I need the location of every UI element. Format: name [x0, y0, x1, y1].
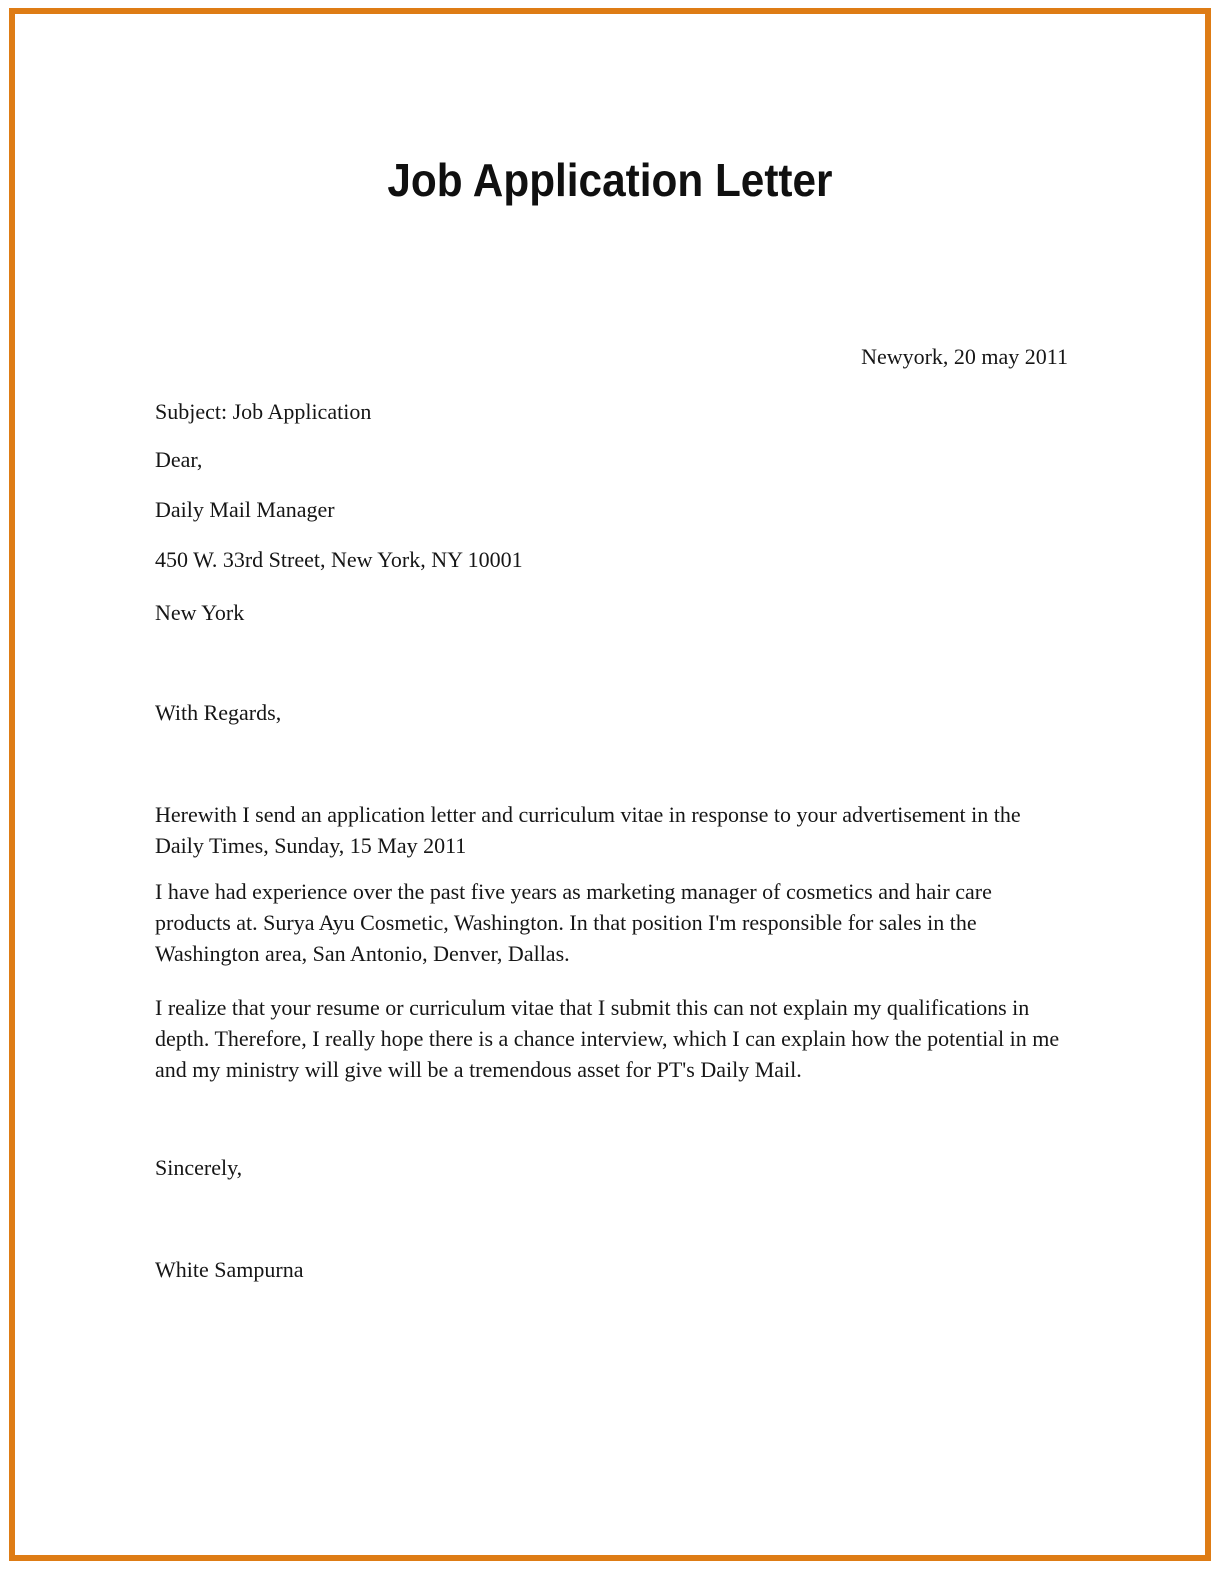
body-paragraph-2: I have had experience over the past five years as marketing manager of cosmetics and hair care products at. Surya Ayu Cosmetic, Washington. In that position I'm responsible for sales in the Washington area, San Antonio, Denver, Dallas. — [155, 879, 992, 966]
closing-line: Sincerely, — [155, 1155, 243, 1180]
subject-line: Subject: Job Application — [155, 399, 372, 424]
recipient-city-line: New York — [155, 600, 245, 625]
signature-line: White Sampurna — [155, 1257, 304, 1282]
regards-line: With Regards, — [155, 700, 282, 725]
recipient-address-line: 450 W. 33rd Street, New York, NY 10001 — [155, 547, 523, 572]
letter-title — [0, 153, 1220, 207]
date-line: Newyork, 20 may 2011 — [861, 344, 1068, 369]
letter-title-text: Job Application Letter — [387, 154, 833, 206]
salutation-line: Dear, — [155, 447, 203, 472]
recipient-name-line: Daily Mail Manager — [155, 497, 335, 522]
body-paragraph-3: I realize that your resume or curriculum vitae that I submit this can not explain my qualifications in depth. Therefore, I really hope there is a chance interview, which I can explain how the potential in me and my ministry will give will be a tremendous asset for PT's Daily Mail. — [155, 995, 1060, 1082]
page-border-frame — [9, 8, 1211, 1561]
body-paragraph-1: Herewith I send an application letter and curriculum vitae in response to your advertisement in the Daily Times, Sunday, 15 May 2011 — [155, 802, 1021, 858]
